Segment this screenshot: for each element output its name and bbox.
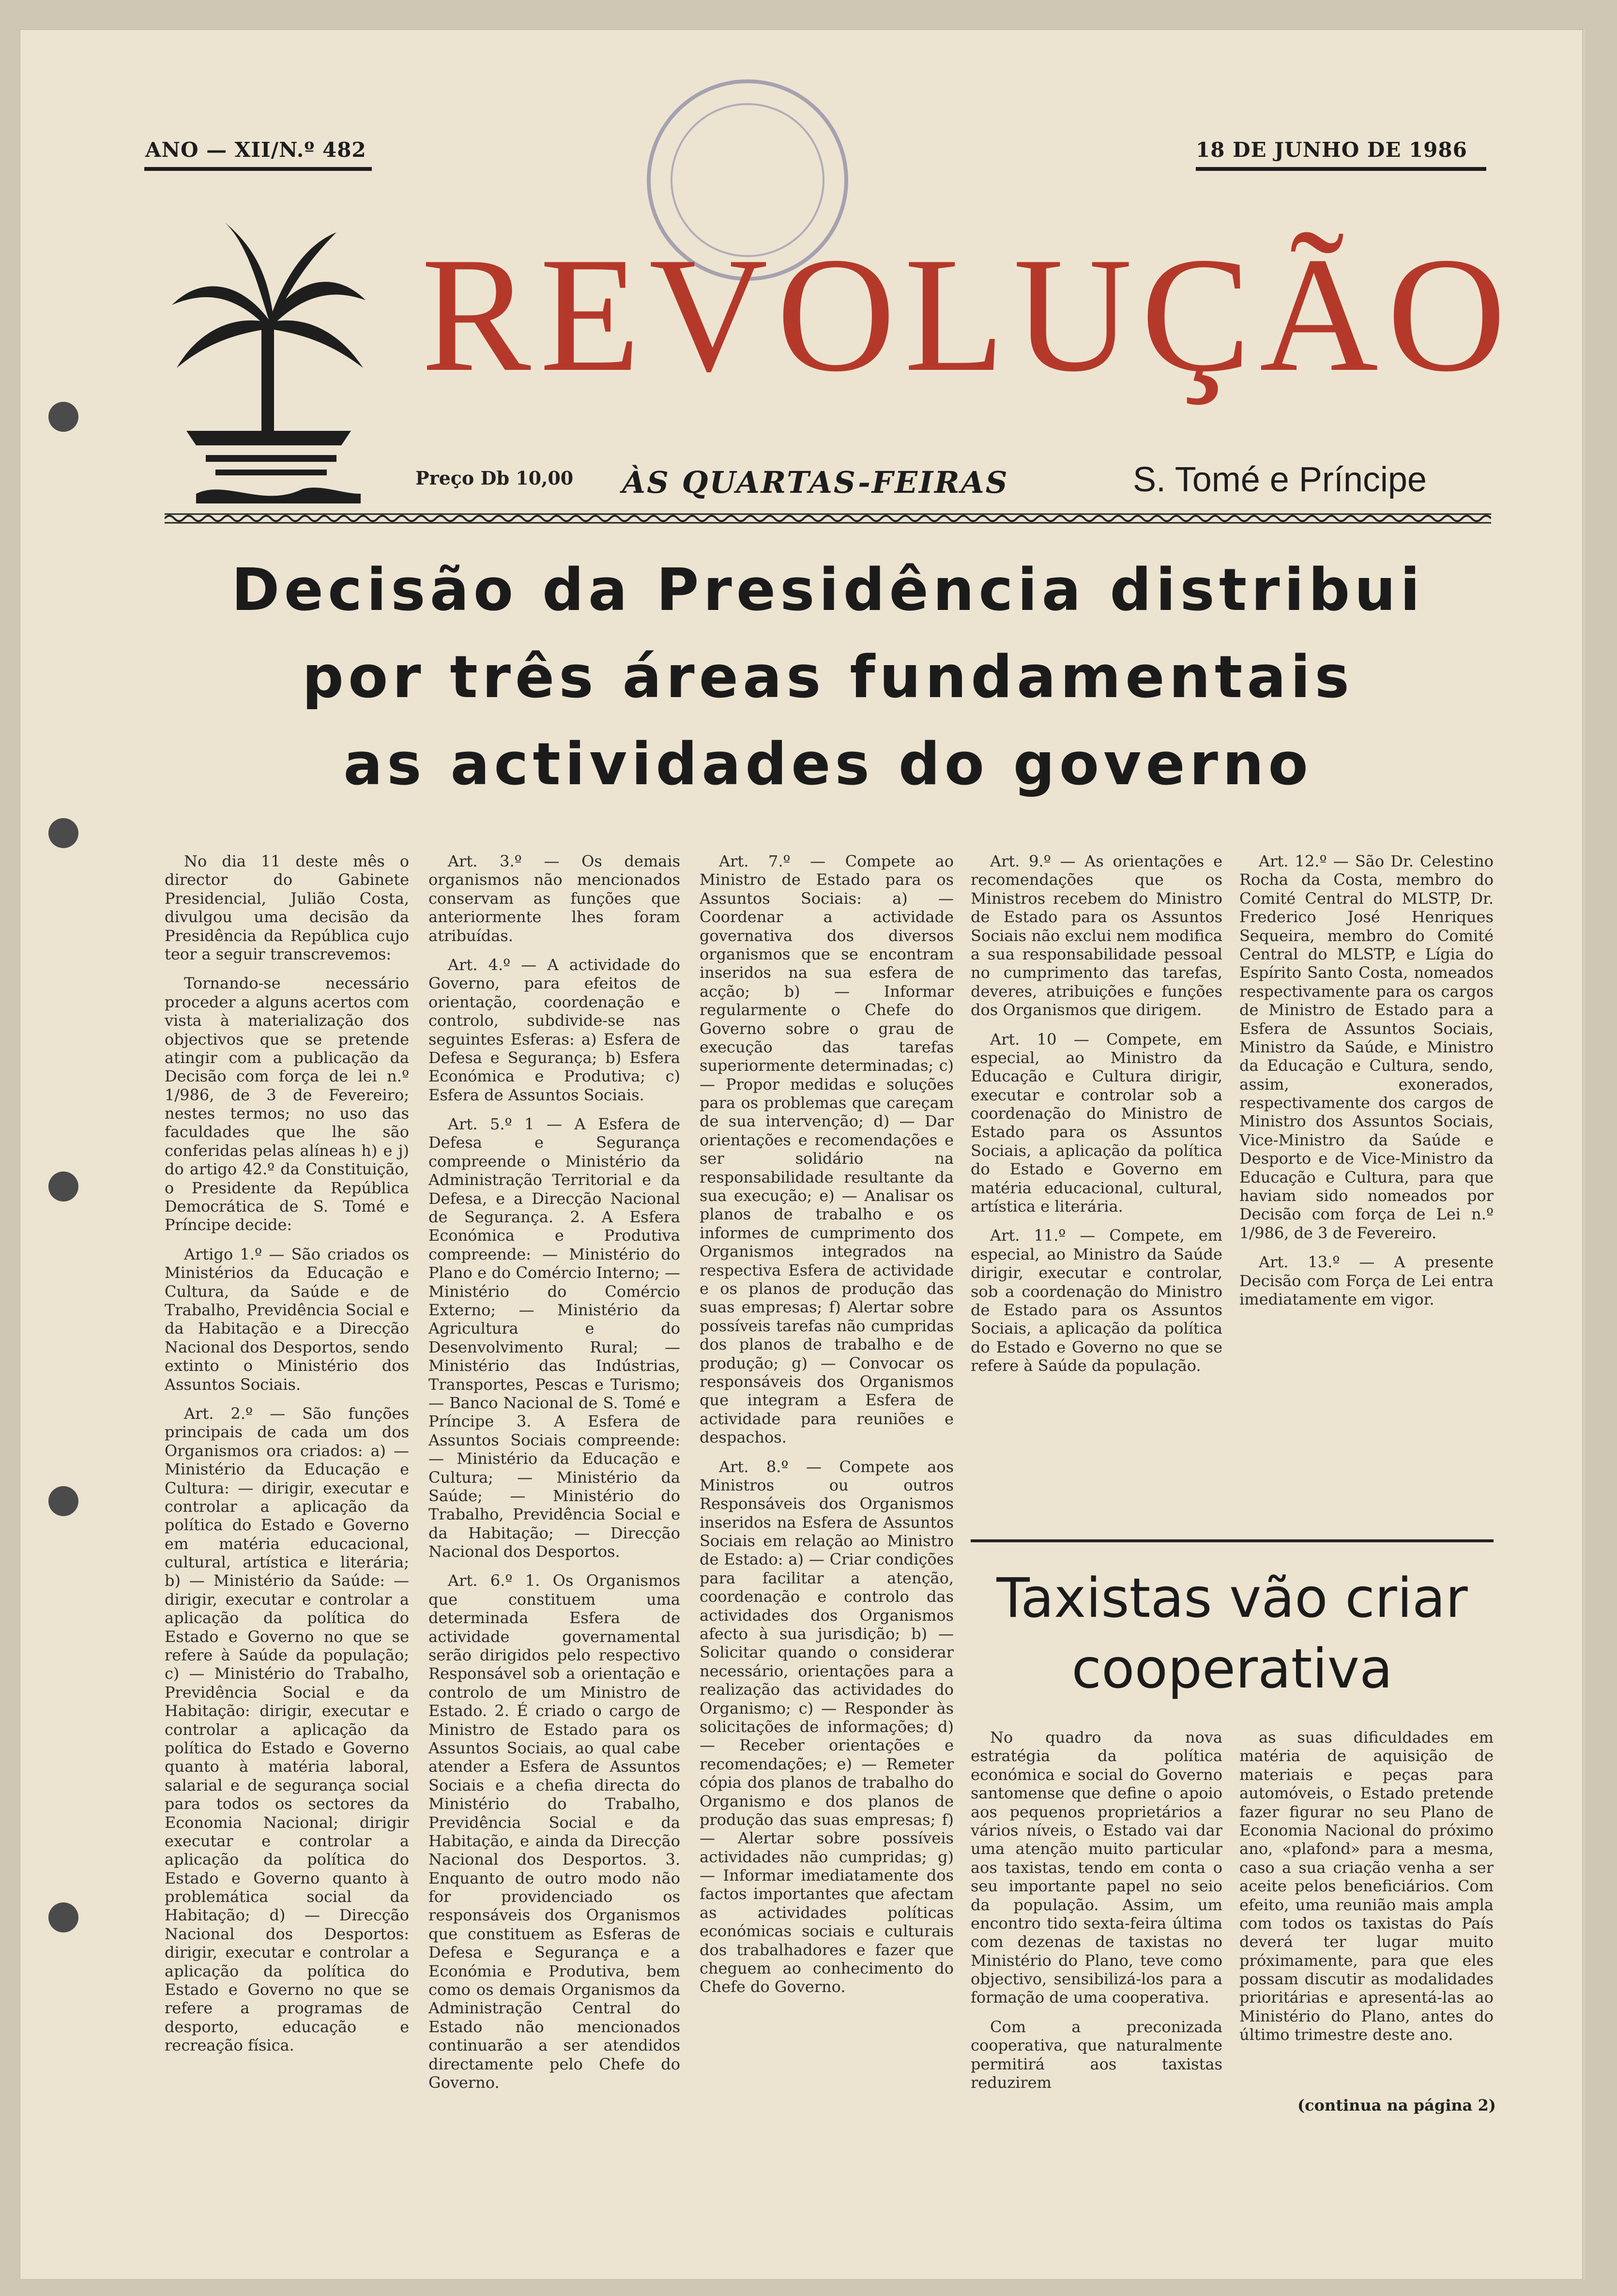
issue-date: 18 DE JUNHO DE 1986 (1196, 138, 1467, 162)
headline-line: Decisão da Presidência distribui (231, 557, 1424, 624)
main-headline (165, 547, 1491, 808)
punch-hole (48, 1486, 78, 1516)
punch-hole (48, 1171, 78, 1201)
article-column-5 (1239, 852, 1494, 1319)
paragraph: Art. 5.º 1 — A Esfera de Defesa e Segurança compreende o Ministério da Administração Territorial e da Defesa, e a Direcção Nacional de Segurança. 2. A Esfera Económica e Produtiva compreende: — Ministério do Plano e do Comércio Interno; — Ministério do Comércio Externo; — Ministério da Agricultura e do Desenvolvimento Rural; — Ministério das Indústrias, Transportes, Pescas e Turismo; — Banco Nacional de S. Tomé e Príncipe 3. A Esfera de Assuntos Sociais compreende: — Ministério da Educação e Cultura; — Ministério da Saúde; — Ministério do Trabalho, Previdência Social e da Habitação; — Direcção Nacional dos Desportos. (428, 1115, 680, 1561)
decorative-border (165, 513, 1491, 524)
paragraph: Art. 13.º — A presente Decisão com Força de Lei entra imediatamente em vigor. (1239, 1253, 1494, 1308)
newspaper-page (19, 29, 1585, 2280)
article-column-1 (165, 852, 409, 2066)
article-column-2 (428, 852, 680, 2102)
headline-line: por três áreas fundamentais (302, 644, 1354, 711)
paragraph: No quadro da nova estratégia da política económica e social do Governo santomense que define o apoio aos pequenos proprietários a vários níveis, o Estado vai dar uma atenção muito particular aos taxistas, tendo em conta o seu importante papel no seio da população. Assim, um encontro tido sexta-feira última com dezenas de taxistas no Ministério do Plano, teve como objectivo, sensibilizá-los para a formação de uma cooperativa. (971, 1728, 1222, 2007)
publication-place: S. Tomé e Príncipe (1133, 460, 1427, 499)
article-column-3 (700, 852, 954, 2007)
taxi-column-1 (971, 1728, 1222, 2102)
headline-line: as actividades do governo (343, 731, 1312, 798)
punch-hole (48, 1902, 78, 1932)
issue-underline (144, 167, 372, 171)
paragraph: Art. 7.º — Compete ao Ministro de Estado para os Assuntos Sociais: a) — Coordenar a actividade governativa dos diversos organismos que se encontram inseridos na sua esfera de acção; b) — Informar regularmente o Chefe do Governo sobre o grau de execução das tarefas superiormente determinadas; c) — Propor medidas e soluções para os problemas que careçam de sua intervenção; d) — Dar orientações e recomendações e ser solidário na responsabilidade resultante da sua execução; e) — Analisar os planos de trabalho e os informes de cumprimento dos Organismos integrados na respectiva Esfera de actividade e os planos de produção das suas empresas; f) Alertar sobre possíveis tarefas não cumpridas dos planos de trabalho e de produção; g) — Convocar os responsáveis dos Organismos que integram a Esfera de actividade para reuniões e despachos. (700, 852, 954, 1447)
paragraph: Art. 10 — Compete, em especial, ao Ministro da Educação e Cultura dirigir, executar e controlar sob a coordenação do Ministro de Estado para os Assuntos Sociais, a aplicação da política do Estado e Governo em matéria educacional, cultural, artística e literária. (971, 1030, 1222, 1216)
paragraph: Art. 3.º — Os demais organismos não mencionados conservam as funções que anteriormente lhes foram atribuídas. (428, 852, 680, 945)
paragraph: Artigo 1.º — São criados os Ministérios da Educação e Cultura, da Saúde e de Trabalho, Previdência Social e da Habitação e a Direcção Nacional dos Desportos, sendo extinto o Ministério dos Assuntos Sociais. (165, 1245, 409, 1394)
paragraph: Art. 4.º — A actividade do Governo, para efeitos de orientação, coordenação e controlo, subdivide-se nas seguintes Esferas: a) Esfera de Defesa e Segurança; b) Esfera Económica e Produtiva; c) Esfera de Assuntos Sociais. (428, 955, 680, 1104)
paragraph: Art. 11.º — Compete, em especial, ao Ministro da Saúde dirigir, executar e controlar, sob a coordenação do Ministro de Estado para os Assuntos Sociais, a aplicação da política do Estado e Governo no que se refere à Saúde da população. (971, 1226, 1222, 1375)
continuation-note: (continua na página 2) (1297, 2096, 1496, 2114)
palm-tree-logo (167, 223, 370, 513)
section-divider (971, 1539, 1494, 1542)
punch-hole (48, 402, 78, 432)
paragraph: as suas dificuldades em matéria de aquisição de materiais e peças para automóveis, o Estado pretende fazer figurar no seu Plano de Economia Nacional do próximo ano, «plafond» para a mesma, caso a sua criação venha a ser aceite pelos beneficiários. Com efeito, uma reunião mais ampla com todos os taxistas do País deverá ter lugar muito próximamente, para que eles possam discutir as modalidades prioritárias e apresentá-las ao Ministério do Plano, antes do último trimestre deste ano. (1239, 1728, 1494, 2044)
paragraph: Tornando-se necessário proceder a alguns acertos com vista à materialização dos objectivos que se pretende atingir com a publicação da Decisão com força de lei n.º 1/986, de 3 de Fevereiro; nestes termos; no uso das faculdades que lhe são conferidas pelas alíneas h) e j) do artigo 42.º da Constituição, o Presidente da República Democrática de S. Tomé e Príncipe decide: (165, 974, 409, 1234)
paragraph: Com a preconizada cooperativa, que naturalmente permitirá aos taxistas reduzirem (971, 2017, 1222, 2092)
headline-line: cooperativa (1071, 1637, 1393, 1701)
paragraph: Art. 8.º — Compete aos Ministros ou outros Responsáveis dos Organismos inseridos na Esfera de Assuntos Sociais em relação ao Ministro de Estado: a) — Criar condições para facilitar a atenção, coordenação e controlo das actividades dos Organismos afecto à sua jurisdição; b) — Solicitar quando o considerar necessário, orientações para a realização das actividades do Organismo; c) — Responder às solicitações de informações; d) — Receber orientações e recomendações; e) — Remeter cópia dos planos de trabalho do Organismo e dos planos de produção das suas empresas; f) — Alertar sobre possíveis actividades não cumpridas; g) — Informar imediatamente dos factos importantes que afectam as actividades políticas económicas sociais e culturais dos trabalhadores e fazer que cheguem ao conhecimento do Chefe do Governo. (700, 1457, 954, 1996)
paragraph: No dia 11 deste mês o director do Gabinete Presidencial, Julião Costa, divulgou uma decisão da Presidência da República cujo teor a seguir transcrevemos: (165, 852, 409, 963)
headline-line: Taxistas vão criar (996, 1567, 1468, 1630)
taxi-column-2 (1239, 1728, 1494, 2055)
punch-hole (48, 818, 78, 848)
date-underline (1196, 167, 1486, 171)
paragraph: Art. 12.º — São Dr. Celestino Rocha da Costa, membro do Comité Central do MLSTP, Dr. Frederico José Henriques Sequeira, membro do Comité Central do MLSTP, e Lígia do Espírito Santo Costa, nomeados respectivamente para os cargos de Ministro de Estado para a Esfera de Assuntos Sociais, Ministro da Saúde, e Ministro da Educação e Cultura, sendo, assim, exonerados, respectivamente dos cargos de Ministro dos Assuntos Sociais, Vice-Ministro da Saúde e Desporto e de Vice-Ministro da Educação e Cultura, para que haviam sido nomeados por Decisão com força de Lei n.º 1/986, de 3 de Fevereiro. (1239, 852, 1494, 1242)
publication-days: ÀS QUARTAS-FEIRAS (622, 465, 1009, 500)
paragraph: Art. 6.º 1. Os Organismos que constituem uma determinada Esfera de actividade governamental serão dirigidos pelo respectivo Responsável sob a orientação e controlo de um Ministro de Estado. 2. É criado o cargo de Ministro de Estado para os Assuntos Sociais, ao qual cabe atender a Esfera de Assuntos Sociais e a chefia directa do Ministério do Trabalho, Previdência Social e da Habitação, e ainda da Direcção Nacional dos Desportos. 3. Enquanto de outro modo não for providenciado os responsáveis dos Organismos que constituem as Esferas de Defesa e Segurança e a Económia e Produtiva, bem como os demais Organismos da Administração Central do Estado não mencionados continuarão a ser atendidos directamente pelo Chefe do Governo. (428, 1571, 680, 2092)
secondary-headline (971, 1564, 1494, 1704)
paragraph: Art. 9.º — As orientações e recomendações que os Ministros recebem do Ministro de Estado para os Assuntos Sociais não exclui nem modifica a sua responsabilidade pessoal no cumprimento das tarefas, deveres, atribuições e funções dos Organismos que dirigem. (971, 852, 1222, 1019)
paragraph: Art. 2.º — São funções principais de cada um dos Organismos ora criados: a) — Ministério da Educação e Cultura: — dirigir, executar e controlar a aplicação da política do Estado e Governo em matéria educacional, cultural, artística e literária; b) — Ministério da Saúde: — dirigir, executar e controlar a aplicação da política do Estado e Governo no que se refere à Saúde da população; c) — Ministério do Trabalho, Previdência Social e da Habitação: dirigir, executar e controlar a aplicação da política do Estado e Governo quanto à matéria laboral, salarial e de segurança social para todos os sectores da Economia Nacional; dirigir executar e controlar a aplicação da política do Estado e Governo quanto à problemática social da Habitação; d) — Direcção Nacional dos Desportos: dirigir, executar e controlar a aplicação da política do Estado e Governo no que se refere a programas de desporto, educação e recreação física. (165, 1404, 409, 2055)
price-label: Preço Db 10,00 (415, 467, 574, 489)
issue-number: ANO — XII/N.º 482 (145, 138, 366, 162)
masthead-title: REVOLUÇÃO (421, 223, 1515, 406)
article-column-4 (971, 852, 1222, 1386)
